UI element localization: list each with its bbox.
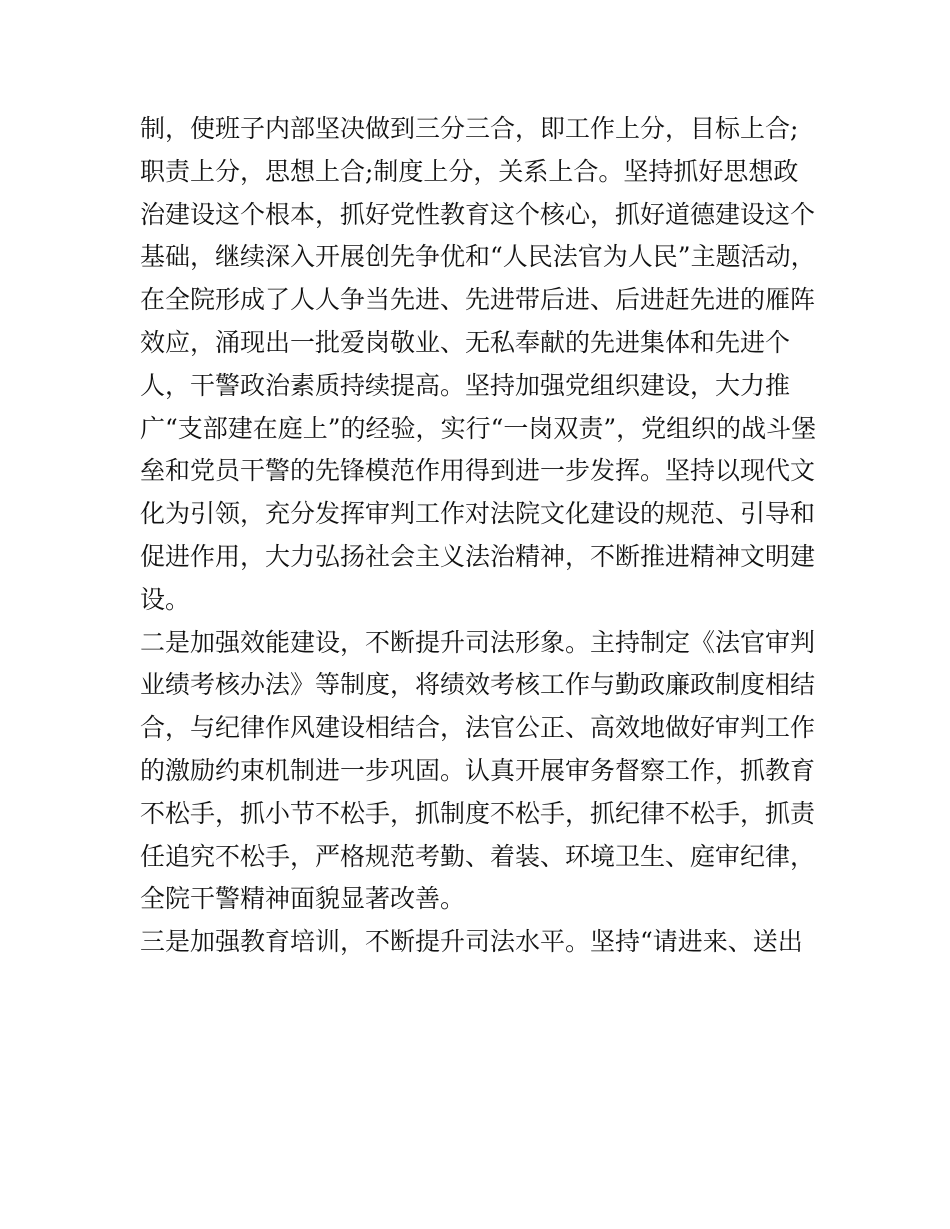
text-line: 的激励约束机制进一步巩固。认真开展审务督察工作，抓教育 [140,755,816,785]
text-line: 二是加强效能建设，不断提升司法形象。主持制定《法官审判 [140,627,816,657]
text-line: 基础，继续深入开展创先争优和“人民法官为人民”主题活动， [140,242,816,272]
text-line: 促进作用，大力弘扬社会主义法治精神，不断推进精神文明建 [140,541,816,571]
text-line: 在全院形成了人人争当先进、先进带后进、后进赶先进的雁阵 [140,285,816,315]
text-line: 不松手，抓小节不松手，抓制度不松手，抓纪律不松手，抓责 [140,798,816,828]
text-line: 合，与纪律作风建设相结合，法官公正、高效地做好审判工作 [140,713,816,743]
body-text [140,108,820,964]
text-line: 任追究不松手，严格规范考勤、着装、环境卫生、庭审纪律， [140,841,816,871]
text-line: 效应，涌现出一批爱岗敬业、无私奉献的先进集体和先进个 [140,327,791,357]
text-line: 人，干警政治素质持续提高。坚持加强党组织建设，大力推 [140,370,791,400]
text-line: 设。 [140,584,191,614]
text-line: 业绩考核办法》等制度，将绩效考核工作与勤政廉政制度相结 [140,670,816,700]
text-line: 职责上分，思想上合;制度上分，关系上合。坚持抓好思想政 [140,156,799,186]
text-line: 化为引领，充分发挥审判工作对法院文化建设的规范、引导和 [140,499,816,529]
text-line: 三是加强教育培训，不断提升司法水平。坚持“请进来、送出 [140,927,803,957]
text-line: 全院干警精神面貌显著改善。 [140,884,466,914]
text-line: 治建设这个根本，抓好党性教育这个核心，抓好道德建设这个 [140,199,816,229]
text-line: 垒和党员干警的先锋模范作用得到进一步发挥。坚持以现代文 [140,456,816,486]
text-line: 制，使班子内部坚决做到三分三合，即工作上分，目标上合; [140,114,799,143]
text-line: 广“支部建在庭上”的经验，实行“一岗双责”，党组织的战斗堡 [140,413,817,443]
